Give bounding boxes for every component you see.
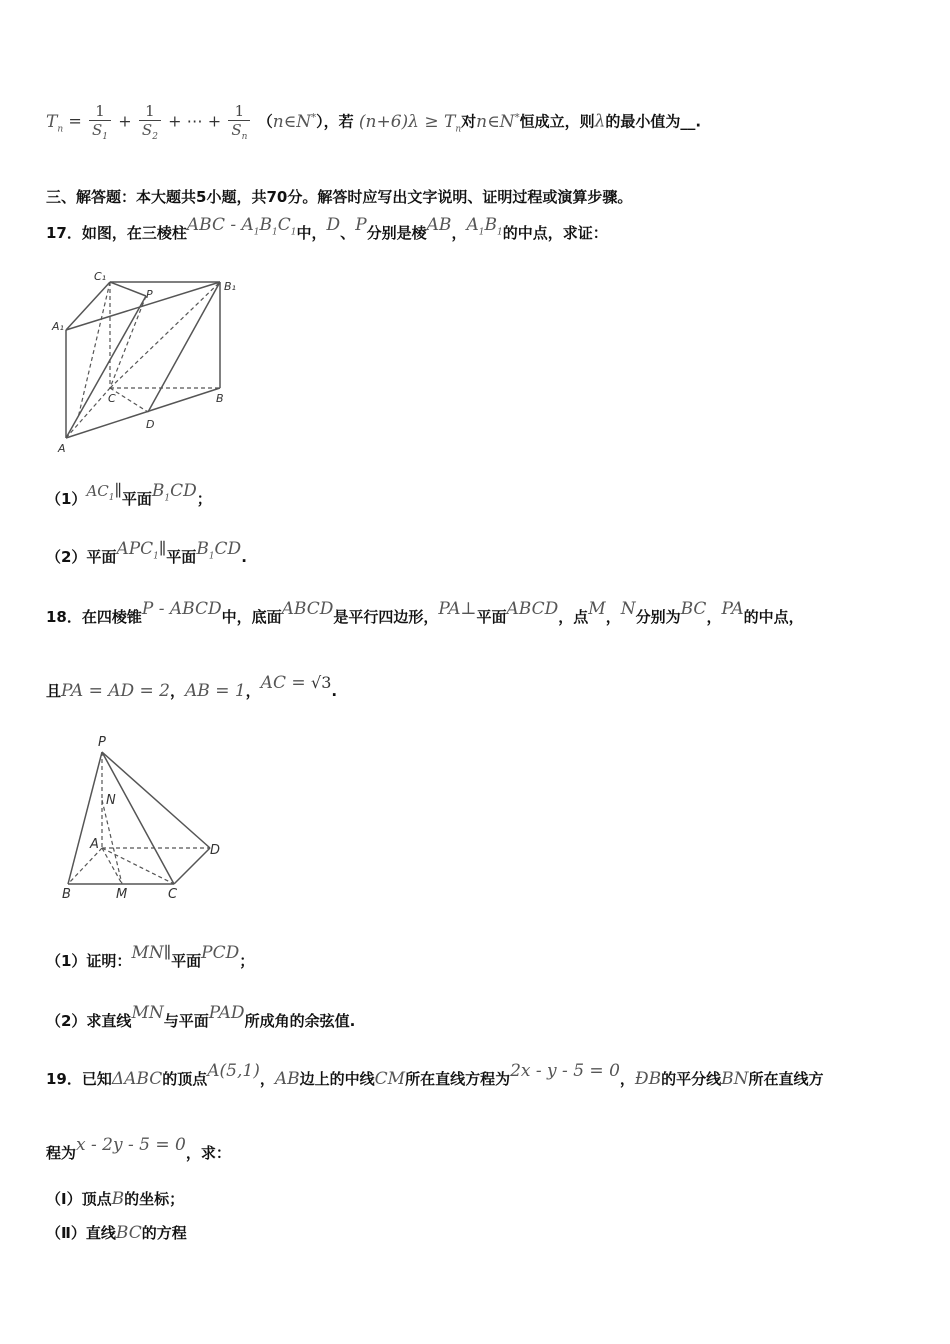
- edge-p-c-hidden: [110, 296, 146, 388]
- edge-p-c: [102, 752, 174, 884]
- edge-c-b1-hidden: [110, 282, 220, 388]
- label-a: A: [90, 837, 99, 852]
- edge-p-c1: [110, 282, 146, 296]
- edge-p-d: [102, 752, 210, 848]
- ellipsis-plus: + ⋯ +: [168, 111, 222, 131]
- prism-figure: [48, 268, 248, 458]
- fraction-1-over-s1: $\frac{1}{S_1}$: [89, 102, 111, 142]
- fraction-1-over-sn: $\frac{1}{S_n}$: [228, 102, 250, 142]
- fraction-1-over-s2: $\frac{1}{S_2}$: [139, 102, 161, 142]
- n-in-n-star-2: n∈N*: [476, 111, 520, 132]
- label-c: C: [108, 392, 116, 405]
- q19-part2: （Ⅱ）直线BC的方程: [46, 1223, 187, 1243]
- label-c: C: [168, 887, 178, 902]
- q18-part1: （1）证明：MN∥平面PCD；: [46, 943, 255, 970]
- label-m: M: [116, 887, 128, 902]
- label-d: D: [210, 843, 221, 858]
- paren-close-if: ），若: [316, 112, 354, 131]
- edge-c-d: [174, 848, 210, 884]
- q18-part2: （2）求直线MN与平面PAD所成角的余弦值.: [46, 1003, 356, 1030]
- q19-part1: （Ⅰ）顶点B的坐标；: [46, 1189, 185, 1209]
- q17-stem: 17．如图，在三棱柱ABC - $A_1B_1C_1$中，D、P分别是棱AB，$A_1B_1$的中点，求证：: [46, 215, 608, 242]
- inequality: $(n+6)\lambda \ge T_n$: [358, 111, 462, 134]
- edge-c-d-hidden: [110, 388, 148, 412]
- pyramid-figure: [56, 732, 236, 902]
- plus-sign: +: [118, 111, 132, 131]
- ask-text: 的最小值为__.: [605, 112, 702, 131]
- label-c1: C₁: [94, 270, 107, 283]
- q19-stem-2: 程为x - 2y - 5 = 0，求：: [46, 1135, 231, 1162]
- q16-formula-line: [46, 102, 701, 142]
- edge-c1-a-hidden: [78, 282, 110, 418]
- label-b: B: [62, 887, 71, 902]
- label-n: N: [106, 793, 116, 808]
- lambda-symbol: λ: [594, 111, 606, 132]
- tn-symbol: $T_n$: [46, 111, 64, 134]
- q18-given: 且PA = AD = 2，AB = 1，AC = √3.: [46, 673, 338, 701]
- edge-n-m-hidden: [102, 800, 122, 884]
- q17-part1: $(1)AC_1\parallel$平面$B_1CD$；: [46, 481, 212, 508]
- q19-stem: 19．已知ΔABC的顶点A(5,1)，AB边上的中线CM所在直线方程为2x - y - 5 = 0，ÐB的平分线BN所在直线方: [46, 1061, 824, 1089]
- dui-text: 对: [461, 112, 477, 131]
- label-b1: B₁: [224, 280, 236, 293]
- label-b: B: [216, 392, 224, 405]
- label-a: A: [58, 442, 66, 455]
- a1b1: $A_1B_1$: [466, 215, 503, 238]
- hold-text: 恒成立，则: [519, 112, 595, 131]
- label-p: P: [146, 288, 153, 301]
- q18-stem: 18．在四棱锥P - ABCD中，底面ABCD是平行四边形，PA⊥平面ABCD，点M，N分别为BC，PA的中点，: [46, 599, 804, 626]
- n-in-n-star: n∈N*: [272, 111, 317, 132]
- paren-open: （: [257, 112, 273, 131]
- label-a1: A₁: [52, 320, 64, 333]
- prism-name: ABC - $A_1B_1C_1$: [186, 215, 297, 238]
- edge-p-b: [68, 752, 102, 884]
- section-3-heading: 三、解答题：本大题共5小题，共70分。解答时应写出文字说明、证明过程或演算步骤。: [46, 188, 633, 206]
- q17-part2: （2）平面$APC_1\parallel$平面$B_1CD$.: [46, 539, 247, 566]
- label-p: P: [98, 735, 106, 750]
- equals-sign: =: [68, 111, 82, 131]
- edge-a-m-hidden: [102, 848, 122, 884]
- edge-a-c-hidden: [102, 848, 174, 884]
- label-d: D: [146, 418, 155, 431]
